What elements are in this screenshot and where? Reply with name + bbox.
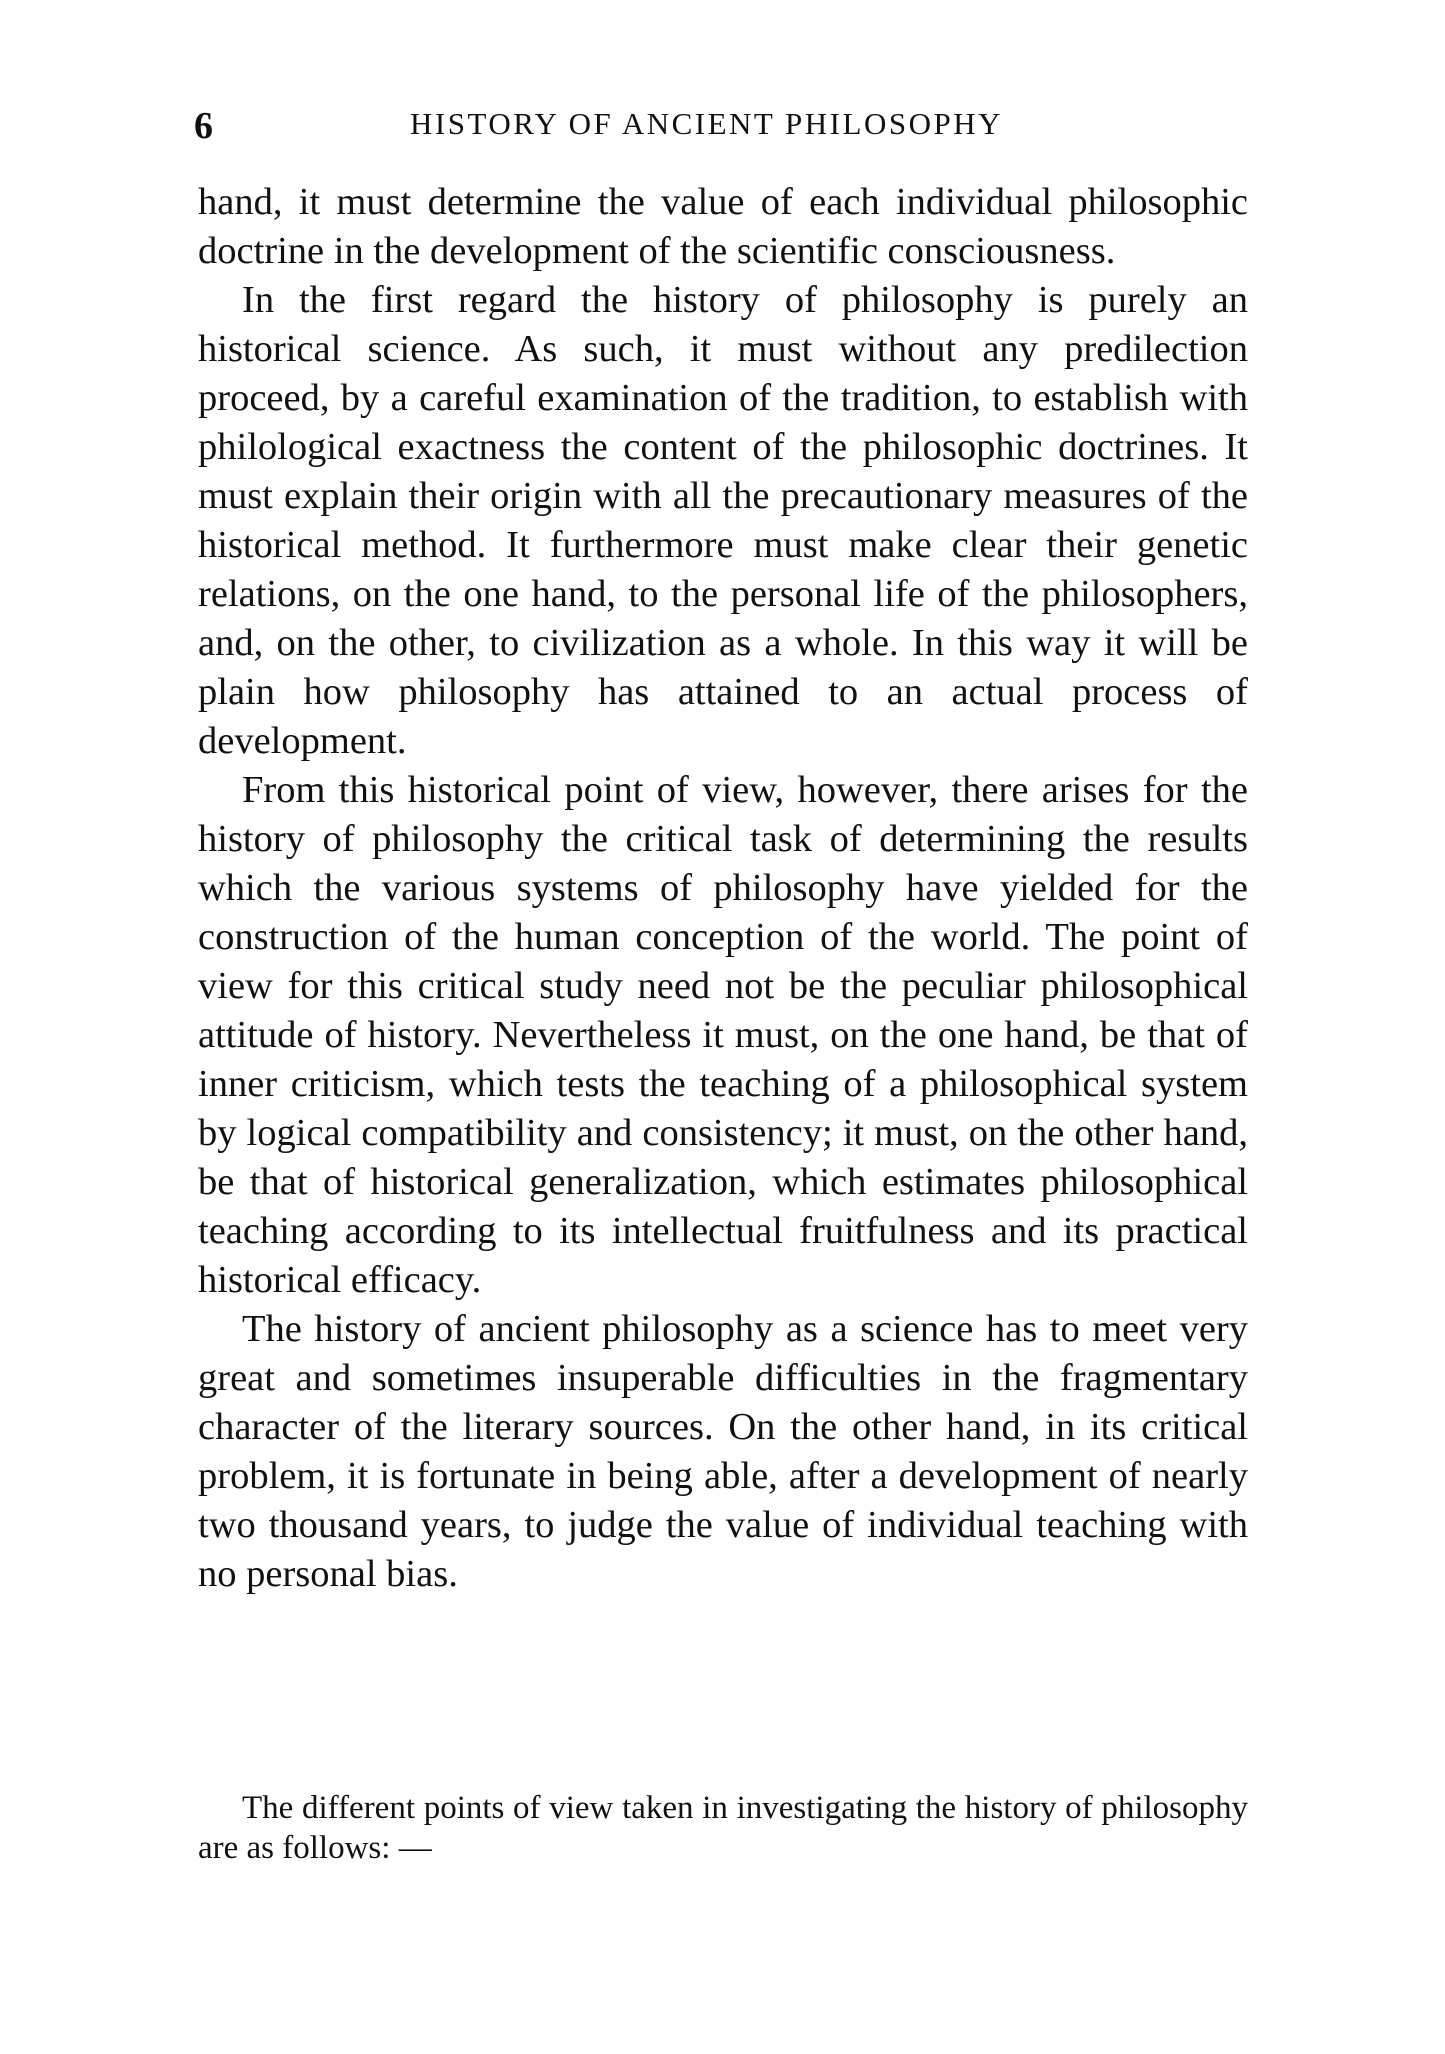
paragraph-critical-task: From this historical point of view, however, there arises for the history of philosophy the critical task of determining the results which the various systems of philosophy have yielded for the construction of the human conception of the world. The point of view for this critical study need not be the peculiar philosophical attitude of history. Nevertheless it must, on the one hand, be that of inner criticism, which tests the teaching of a philosophical system by logical compatibility and consistency; it must, on the other hand, be that of historical generalization, which estimates philosophical teaching according to its intellectual fruitfulness and its practical historical efficacy. — [198, 769, 1248, 1301]
running-title: HISTORY OF ANCIENT PHILOSOPHY — [410, 106, 1003, 141]
closing-note: The different points of view taken in investigating the history of philosophy are as follows: — — [198, 1790, 1248, 1866]
paragraph-historical-science: In the first regard the history of philosophy is purely an historical science. As such, it must without any predilection proceed, by a careful examination of the tradition, to establish with philological exactness the content of the philosophic doctrines. It must explain their origin with all the precautionary measures of the historical method. It furthermore must make clear their genetic relations, on the one hand, to the personal life of the philosophers, and, on the other, to civilization as a whole. In this way it will be plain how philosophy has attained to an actual process of development. — [198, 279, 1248, 762]
paragraph-ancient-philosophy: The history of ancient philosophy as a science has to meet very great and sometimes insuperable difficulties in the fragmentary character of the literary sources. On the other hand, in its critical problem, it is fortunate in being able, after a development of nearly two thousand years, to judge the value of individual teaching with no personal bias. — [198, 1308, 1248, 1595]
body-text — [198, 178, 1248, 1599]
page-number: 6 — [194, 105, 215, 147]
paragraph-continuation: hand, it must determine the value of each individual philosophic doctrine in the development of the scientific consciousness. — [198, 181, 1248, 272]
running-head — [194, 104, 1250, 154]
